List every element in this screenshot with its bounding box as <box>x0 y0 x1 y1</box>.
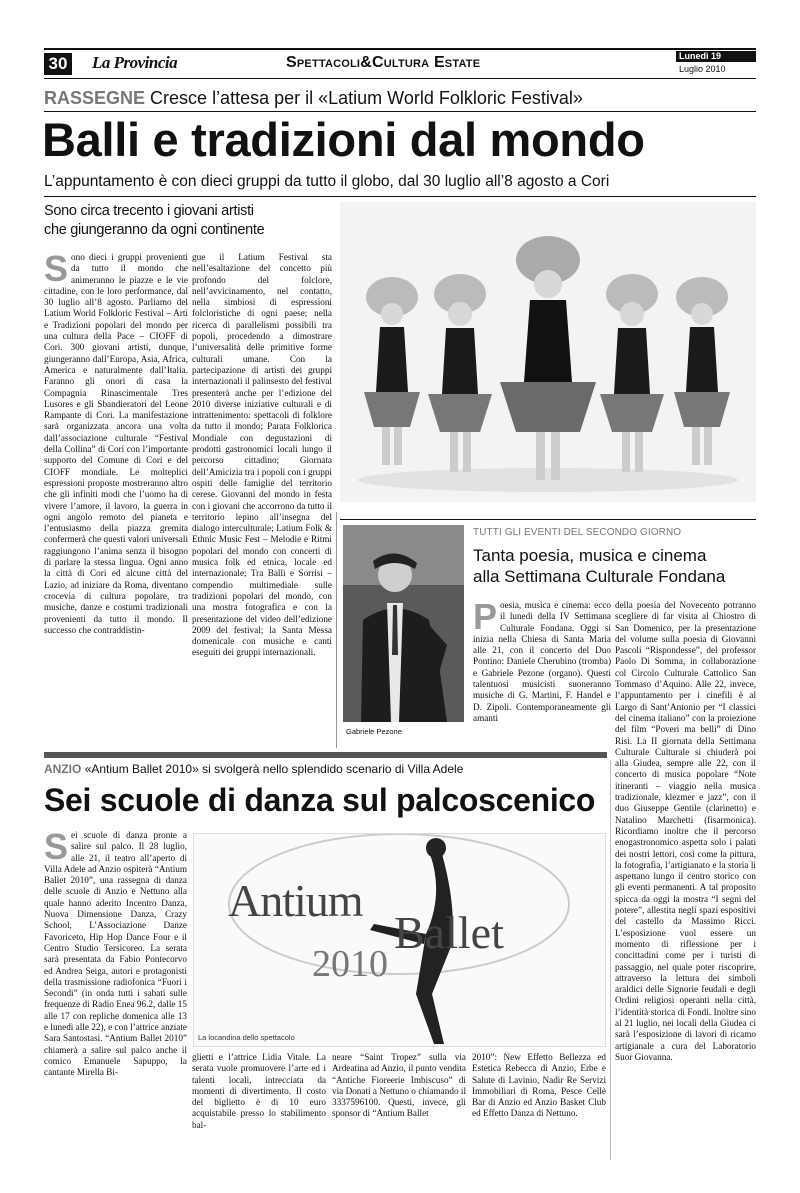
column-text: ei scuole di danza pronte a salire sul palco. Il 28 luglio, alle 21, il teatro all’aperto di Villa Adele ad Anzio ospiterà “Antium Ballet 2010”, una rassegna di danza delle scuole di Anzio e Nettuno alla quale hanno aderito Incentro Danza, Nuova Dimensione Danza, Crazy School, L’Associazione Danze Favoriceto, Hip Hop Dance Four e il Centro Studio Tersicoreo. La serata sarà presentata da Fabio Pontecorvo ed Andrea Seiga, autori e protagonisti della trasmissione radiofonica “Fuori i Secondi” (in onda tutti i sabati sulle frequenze di Radio Enea 96.2, dalle 15 alle 17 con repliche domenica alle 13 e lunedì alle 22), e con l’attrice anziate Sara Santostasi. “Antium Ballet 2010” chiamerà a salire sul palco anche il comico Emanuele Sapuppo, la cantante Mirella Bi- <box>44 830 187 1078</box>
column-divider <box>336 512 337 748</box>
column-text: 2010”: New Effetto Bellezza ed Estetica Rebecca di Anzio, Erbe e Salute di Lavinio, Nadir Re Servizi Immobiliari di Roma, Pesce Cellè Bar di Anzio ed Anzio Basket Club ed Effetto Danza di Nettuno. <box>472 1052 606 1119</box>
third-kicker-label: ANZIO <box>44 762 82 776</box>
poster-word-antium: Antium <box>228 875 363 926</box>
box-top-rule <box>340 519 756 520</box>
third-article-column-1 <box>44 830 187 1160</box>
dropcap: P <box>473 600 498 637</box>
portrait-photo <box>343 525 464 722</box>
dropcap: S <box>44 252 69 289</box>
kicker-label: RASSEGNE <box>44 88 146 108</box>
poster-word-ballet: Ballet <box>394 907 504 958</box>
header-bottom-rule <box>44 78 756 79</box>
column-text: oesia, musica e cinema: ecco il lunedì della IV Settimana Culturale Fondana. Oggi si inizia nella Chiesa di Santa Maria alle 21, con il concerto del Duo Pontino: Daniele Cherubino (tromba) e Gabriele Pezone (organo). Questi talentuosi musicisti suoneranno musiche di G. Martini, F. Handel e D. Zipoli. Contemporaneamente gli amanti <box>473 600 611 723</box>
section-divider <box>44 752 607 758</box>
poster-image <box>193 833 606 1047</box>
second-headline <box>473 545 725 587</box>
second-article-column-2 <box>615 600 756 1140</box>
poster-caption: La locandina dello spettacolo <box>198 1033 295 1042</box>
page-number: 30 <box>44 53 72 75</box>
header-top-rule <box>44 48 756 50</box>
portrait-illustration <box>343 525 464 722</box>
dropcap: S <box>44 830 69 867</box>
subtitle-rule <box>44 196 756 197</box>
third-article-column-4 <box>472 1052 606 1160</box>
main-summary <box>44 202 264 240</box>
kicker-text: Cresce l’attesa per il «Latium World Folkloric Festival» <box>150 88 583 108</box>
main-article-column-1 <box>44 252 188 749</box>
main-article-column-2 <box>192 252 332 749</box>
issue-day: Lunedì 19 <box>676 51 756 62</box>
newspaper-brand: La Provincia <box>92 53 178 72</box>
main-subtitle: L’appuntamento è con dieci gruppi da tutto il globo, dal 30 luglio all’8 agosto a Cori <box>44 173 610 190</box>
second-kicker: TUTTI GLI EVENTI DEL SECONDO GIORNO <box>473 527 682 538</box>
issue-month: Luglio 2010 <box>679 64 726 74</box>
column-text: neare “Saint Tropez” sulla via Ardeatina ad Anzio, il punto vendita “Antiche Fioreerie Imbiscuso” di via Donati a Nettuno o chiamando il 3337596100. Questi, invece, gli sponsor di “Antium Ballet <box>332 1052 466 1119</box>
column-text: della poesia del Novecento potranno scegliere di far visita al Chiostro di San Domenico, per la presentazione del volume sulla poesia di Giovanni Pascoli “Rispondesse”, del professor Paolo Di Somma, in collaborazione col Circolo Culturale Cattolico San Tommaso d’Aquino. Alle 22, invece, l’appuntamento per i cinefili è al Largo di Sant’Antonio per “I classici del cinema italiano” con la proiezione del film “Poveri ma belli” di Dino Risi. La II giornata della Settimana Culturale Culturale si chiuderà poi alla Giudea, sempre alle 22, con il concerto di musica popolare “Note itineranti – viaggio nella musica tradizionale, klezmer e jazz”, con il duo Giuseppe Gentile (clarinetto) e Natalino Marchetti (fisarmonica). Ricordiamo inoltre che il percorso enogastronomico aspetta solo i palati dei nostri lettori, così come la pittura, la fotografia, l’artigianato e la storia li aspettano lungo il centro storico con gli eventi permanenti. A tal proposito spicca da oggi la mostra “I segni del potere”, allestita negli spazi espositivi del castello da Massimo Ricci. L’esposizione vuol essere un momento di riflessione per i concittadini come per i turisti di passaggio, nel quale poter riscoprire, attraverso la lettura dei simboli araldici delle Signorie feudali e degli Ordini religiosi operanti nella città, l’identità storica di Fondi. Inoltre sino al 21 luglio, nei locali della Giudea ci sarà l’esposizione di lavori di ricamo artigianale a cura del Laboratorio Suor Giovanna. <box>615 600 756 1062</box>
poster-year: 2010 <box>312 943 388 985</box>
second-headline-line-2: alla Settimana Culturale Fondana <box>473 567 726 586</box>
column-text: glietti e l’attrice Lidia Vitale. La serata vuole promuovere l’arte ed i talenti locali, intrecciata da momenti di divertimento. Il costo del biglietto è di 10 euro acquistabile presso lo stabilimento bal- <box>192 1052 326 1130</box>
summary-line-2: che giungeranno da ogni continente <box>44 222 265 238</box>
dancers-illustration <box>340 202 756 502</box>
column-text: ono dieci i gruppi provenienti da tutto il mondo che animeranno le piazze e le vie cittadine, con le loro performance, dal 30 luglio all’8 agosto. Parliamo del Latium World Folkloric Festival – Arti e Tradizioni popolari del mondo per una cultura della Pace – CIOFF di Cori. 300 giovani artisti, dunque, giungeranno dall’Europa, Asia, Africa, America e naturalmente dall’Italia. Faranno gli onori di casa la Compagnia Rinascimentale Tres Lusores e gli Sbandieratori del Leone Rampante di Cori. La manifestazione sarà organizzata ancora una volta dall’associazione culturale “Festival della Collina” di Cori con l’importante supporto del Comune di Cori e del CIOFF mondiale. Le molteplici espressioni proposte mostreranno altro che gli infiniti modi che l’uomo ha di vivere l’amore, il lavoro, la guerra in ogni angolo remoto del pianeta e l’entusiasmo della piazza gremita confermerà che questi valori universali raggiungono l’anima senza il bisogno di parlare la stessa lingua. Ogni anno la città di Cori ed alcune città del Lazio, ad iniziare da Roma, diventano crocevia di cultura popolare, tra musiche, danze e costumi tradizionali provenienti da tutto il mondo. Il successo che contraddistin- <box>44 252 188 635</box>
third-kicker <box>44 762 463 776</box>
third-article-column-2 <box>192 1052 326 1160</box>
second-headline-line-1: Tanta poesia, musica e cinema <box>473 546 707 565</box>
third-headline: Sei scuole di danza sul palcoscenico <box>44 782 596 818</box>
second-article-column-1 <box>473 600 611 741</box>
third-article-column-3 <box>332 1052 466 1160</box>
third-kicker-text: «Antium Ballet 2010» si svolgerà nello splendido scenario di Villa Adele <box>84 762 464 776</box>
portrait-caption: Gabriele Pezone <box>346 727 402 736</box>
section-title: Spettacoli&Cultura Estate <box>286 54 481 71</box>
summary-line-1: Sono circa trecento i giovani artisti <box>44 203 254 219</box>
main-headline: Balli e tradizioni dal mondo <box>42 113 645 166</box>
kicker <box>44 88 583 109</box>
column-text: gue il Latium Festival sta nell’esaltazione del concetto più profondo del folclore, nell’avvicinamento, nel contatto, nella simbiosi di espressioni folcloristiche di ogni paese; nella ricerca di parallelismi possibili tra popoli, procedendo a dimostrare l’universalità delle primitive forme culturali umane. Con la partecipazione di artisti dei gruppi internazionali il palinsesto del festival presenterà anche per l’edizione del 2010 diverse iniziative culturali e di intrattenimento: spettacoli di folklore da tutto il mondo; Parata Folklorica Mondiale con degustazioni di prodotti gastronomici locali lungo il percorso cittadino; Giornata dell’Amicizia tra i popoli con i gruppi ospiti delle famiglie del territorio cerese. Giovanni del mondo in festa con i giovani che accorrono da tutto il territorio lepino all’insegna del dialogo interculturale; Latium Folk & Ethnic Music Fest – Melodie e Ritmi popolari del mondo con concerti di musica folk ed etnica, locale ed internazionale; Tra Balli e Sorrisi – compendio multimediale sulle tradizioni popolari del mondo, con una mostra fotografica e con la presentazione del video dell’edizione 2009 del festival; la Santa Messa domenicale con musiche e canti eseguiti dei gruppi internazionali. <box>192 252 332 658</box>
dancers-photo <box>340 202 756 502</box>
column-divider <box>610 760 611 1160</box>
